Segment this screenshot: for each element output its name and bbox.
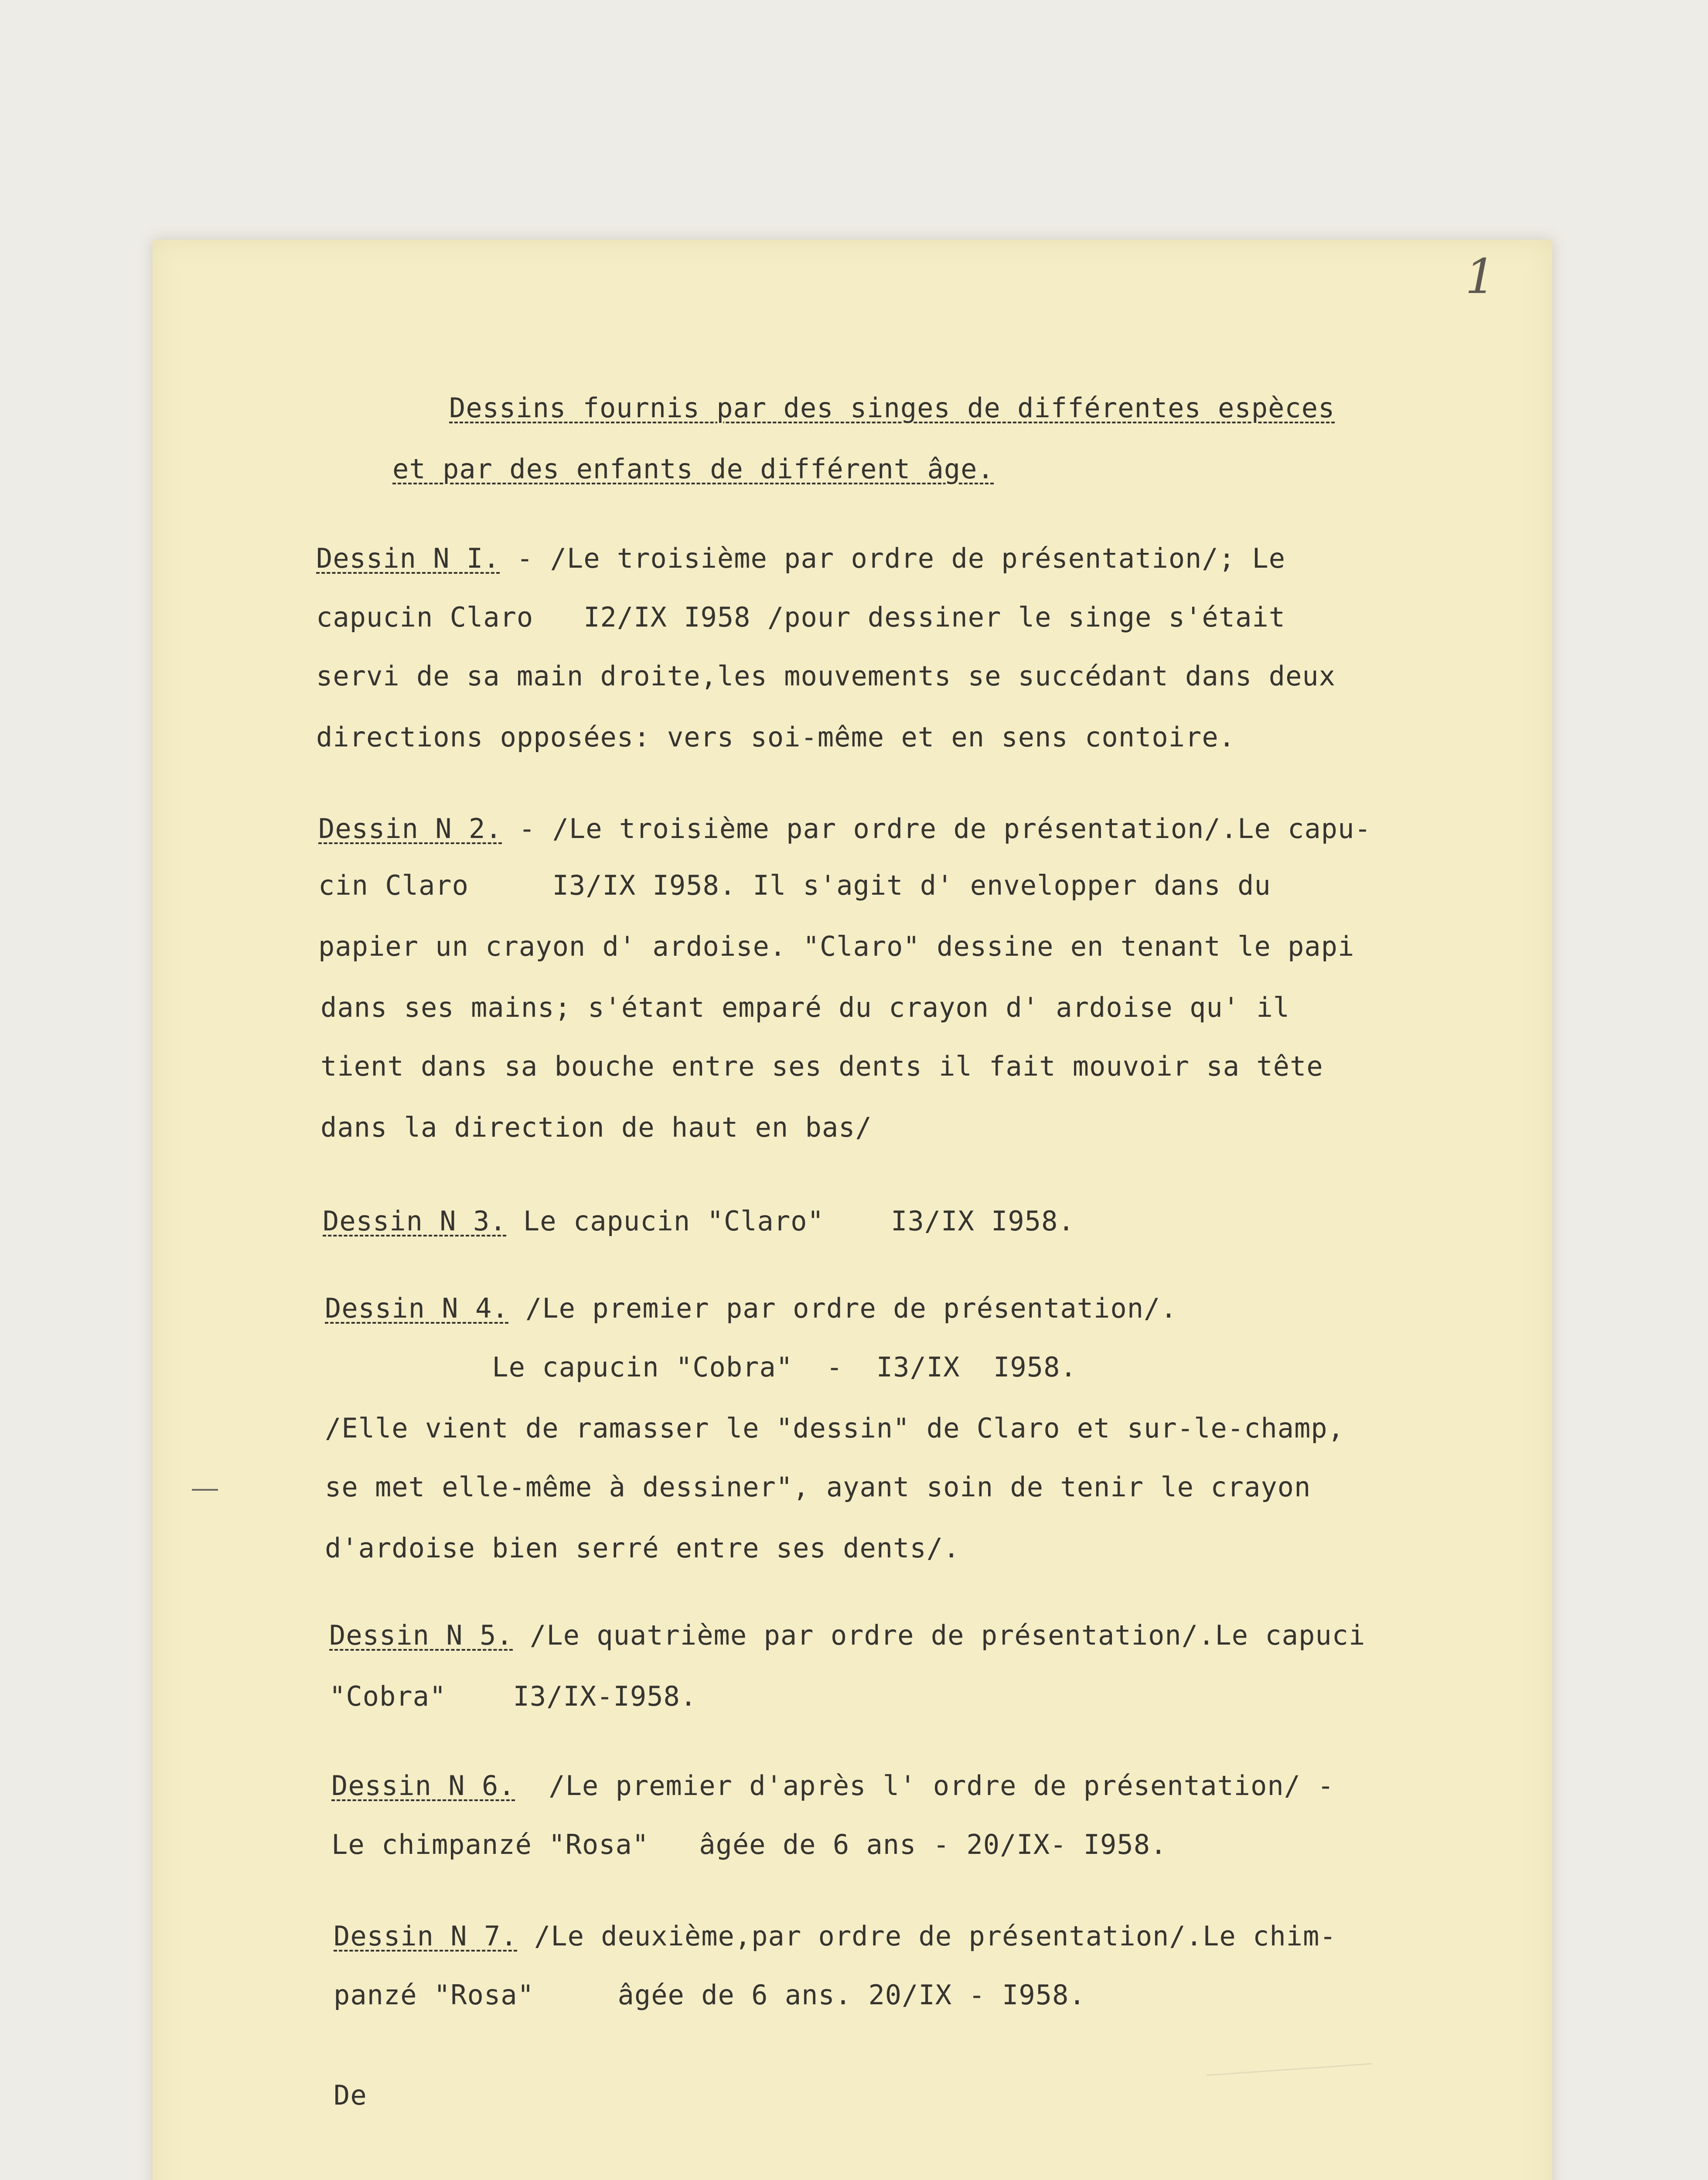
entry-5-text: /Le quatrième par ordre de présentation/.Le capuci bbox=[513, 1619, 1366, 1651]
entry-1-label: Dessin N I. bbox=[316, 542, 500, 574]
entry-4-line-5: d'ardoise bien serré entre ses dents/. bbox=[325, 1532, 960, 1564]
entry-2-line-6: dans la direction de haut en bas/ bbox=[320, 1111, 872, 1143]
entry-4-line-4: se met elle-même à dessiner", ayant soin de tenir le crayon bbox=[325, 1471, 1311, 1503]
document-title-line-2: et par des enfants de différent âge. bbox=[392, 453, 994, 485]
entry-1-text: - /Le troisième par ordre de présentation/; Le bbox=[500, 542, 1285, 574]
entry-6-line-1 bbox=[331, 1770, 1334, 1802]
entry-7-text: /Le deuxième,par ordre de présentation/.Le chim- bbox=[517, 1920, 1336, 1952]
entry-5-line-1 bbox=[329, 1619, 1366, 1651]
entry-4-text: /Le premier par ordre de présentation/. bbox=[508, 1292, 1177, 1324]
entry-5-label: Dessin N 5. bbox=[329, 1619, 513, 1651]
entry-1-line-1 bbox=[316, 542, 1285, 574]
entry-6-line-2: Le chimpanzé "Rosa" âgée de 6 ans - 20/IX- I958. bbox=[331, 1829, 1167, 1860]
margin-mark bbox=[192, 1489, 218, 1491]
entry-4-label: Dessin N 4. bbox=[325, 1292, 509, 1324]
page-number: 1 bbox=[1465, 249, 1496, 304]
entry-7-label: Dessin N 7. bbox=[334, 1920, 518, 1952]
entry-3-label: Dessin N 3. bbox=[323, 1205, 507, 1237]
document-title-line-1: Dessins fournis par des singes de différentes espèces bbox=[449, 392, 1335, 424]
footer-catchword: De bbox=[334, 2079, 367, 2111]
entry-1-line-2: capucin Claro I2/IX I958 /pour dessiner le singe s'était bbox=[316, 601, 1285, 633]
entry-6-label: Dessin N 6. bbox=[331, 1770, 515, 1802]
entry-2-line-2: cin Claro I3/IX I958. Il s'agit d' envelopper dans du bbox=[318, 869, 1271, 901]
entry-5-line-2: "Cobra" I3/IX-I958. bbox=[329, 1680, 697, 1712]
entry-1-line-4: directions opposées: vers soi-même et en sens contoire. bbox=[316, 721, 1235, 753]
entry-4-line-1 bbox=[325, 1292, 1177, 1324]
entry-7-line-2: panzé "Rosa" âgée de 6 ans. 20/IX - I958. bbox=[334, 1979, 1086, 2011]
entry-2-line-3: papier un crayon d' ardoise. "Claro" dessine en tenant le papi bbox=[318, 930, 1355, 962]
entry-2-line-4: dans ses mains; s'étant emparé du crayon d' ardoise qu' il bbox=[320, 991, 1290, 1023]
entry-4-line-3: /Elle vient de ramasser le "dessin" de Claro et sur-le-champ, bbox=[325, 1412, 1344, 1444]
entry-1-line-3: servi de sa main droite,les mouvements se succédant dans deux bbox=[316, 660, 1336, 692]
entry-2-line-5: tient dans sa bouche entre ses dents il fait mouvoir sa tête bbox=[320, 1050, 1323, 1082]
entry-6-text: /Le premier d'après l' ordre de présentation/ - bbox=[515, 1770, 1334, 1802]
entry-3-line-1 bbox=[323, 1205, 1075, 1237]
entry-2-line-1 bbox=[318, 813, 1371, 845]
entry-2-label: Dessin N 2. bbox=[318, 813, 502, 845]
entry-3-text: Le capucin "Claro" I3/IX I958. bbox=[506, 1205, 1075, 1237]
entry-2-text: - /Le troisième par ordre de présentation/.Le capu- bbox=[502, 813, 1371, 845]
entry-4-line-2: Le capucin "Cobra" - I3/IX I958. bbox=[325, 1351, 1077, 1383]
entry-7-line-1 bbox=[334, 1920, 1336, 1952]
